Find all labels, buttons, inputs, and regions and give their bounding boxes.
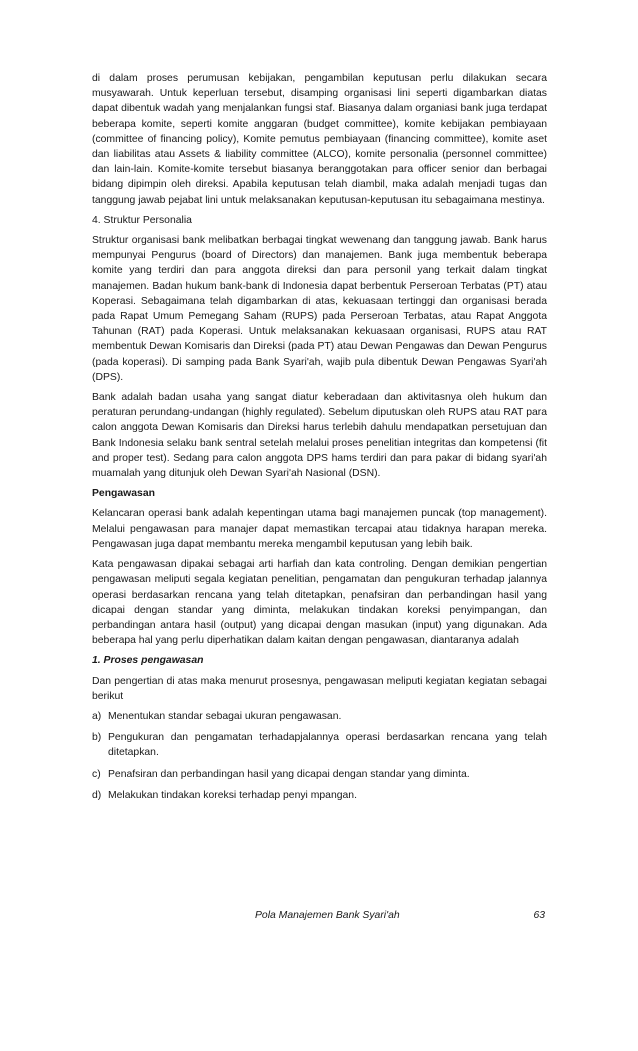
page-number: 63 xyxy=(533,910,545,921)
paragraph-regulation: Bank adalah badan usaha yang sangat diatur keberadaan dan aktivitasnya oleh hukum dan peraturan perundang-undangan (highly regulated). Sebelum diputuskan oleh RUPS atau RAT para calon anggota Dewan Komisaris dan Direksi harus terlebih dahulu mendapatkan persetujuan dan Bank Indonesia selaku bank sentral setelah melalui proses penelitian integritas dan kompetensi (fit and proper test). Sedang para calon anggota DPS hams terdiri dan para pakar di bidang syari'ah muamalah yang ditunjuk oleh Dewan Syari'ah Nasional (DSN). xyxy=(92,392,547,480)
footer-book-title: Pola Manajemen Bank Syari'ah xyxy=(255,910,400,921)
list-item xyxy=(92,788,547,803)
list-item-text: Pengukuran dan pengamatan terhadapjalannya operasi berdasarkan rencana yang telah ditetapkan. xyxy=(108,732,547,759)
paragraph-definition: Kata pengawasan dipakai sebagai arti harfiah dan kata controling. Dengan demikian pengertian pengawasan meliputi segala kegiatan penelitian, pengamatan dan pengukuran terhadap jalannya operasi berdasarkan rencana yang telah ditetapkan, penafsiran dan perbandingan hasil yang dicapai dengan standar yang diminta, melakukan tindakan koreksi penyimpangan, dan perbandingan antara hasil (output) yang dicapai dengan masukan (input) yang digunakan. Ada beberapa hal yang perlu diperhatikan dalam kaitan dengan pengawasan, diantaranya adalah xyxy=(92,559,547,647)
heading-proses-pengawasan: 1. Proses pengawasan xyxy=(92,655,204,667)
list-item xyxy=(92,767,547,782)
paragraph-structure: Struktur organisasi bank melibatkan berbagai tingkat wewenang dan tanggung jawab. Bank harus mempunyai Pengurus (board of Directors) dan manajemen. Bank juga membentuk beberapa komite yang terdiri dan para anggota direksi dan para personil yang terkait dalam tingkat manajemen. Badan hukum bank-bank di Indonesia dapat berbentuk Perseroan Terbatas (PT) atau Koperasi. Sebagaimana telah digambarkan di atas, kekuasaan tertinggi dan organisasi berada pada Rapat Umum Pemegang Saham (RUPS) pada Perseroan Terbatas, atau Rapat Anggota Tahunan (RAT) pada Koperasi. Untuk melaksanakan kekuasaan organisasi, RUPS atau RAT membentuk Dewan Komisaris dan Direksi (pada PT) atau Dewan Pengawas dan Dewan Pengurus (pada koperasi). Di samping pada Bank Syari'ah, wajib pula dibentuk Dewan Pengawas Syari'ah (DPS). xyxy=(92,235,547,383)
body-text xyxy=(92,71,547,809)
list-item xyxy=(92,709,547,724)
list-item-text: Menentukan standar sebagai ukuran pengawasan. xyxy=(108,710,342,722)
paragraph-operations: Kelancaran operasi bank adalah kepentingan utama bagi manajemen puncak (top management). Melalui pengawasan para manajer dapat memastikan tercapai atau tidaknya harapan mereka. Pengawasan juga dapat membantu mereka mengambil keputusan yang lebih baik. xyxy=(92,508,547,550)
list-marker: d) xyxy=(92,789,102,801)
list-item-text: Melakukan tindakan koreksi terhadap penyi mpangan. xyxy=(108,789,357,801)
activity-list xyxy=(92,709,547,803)
heading-struktur-personalia: 4. Struktur Personalia xyxy=(92,214,192,226)
paragraph-process: Dan pengertian di atas maka menurut prosesnya, pengawasan meliputi kegiatan kegiatan sebagai berikut xyxy=(92,675,547,702)
list-item-text: Penafsiran dan perbandingan hasil yang dicapai dengan standar yang diminta. xyxy=(108,768,470,780)
paragraph-committees: di dalam proses perumusan kebijakan, pengambilan keputusan perlu dilakukan secara musyawarah. Untuk keperluan tersebut, disamping organisasi lini seperti digambarkan diatas dapat dibentuk wadah yang menjalankan fungsi staf. Biasanya dalam organiasi bank juga terdapat beberapa komite, seperti komite anggaran (budget committee), komite kebijakan pembiayaan (committee of financing policy), Komite pemutus pembiayaan (financing committee), komite aset dan liabilitas atau Assets & liability committee (ALCO), komite personalia (personnel committee) dan lain-lain. Komite-komite tersebut biasanya beranggotakan para officer senior dan berbagai bidang dipimpin oleh direksi. Apabila keputusan telah diambil, maka adalah menjadi tugas dan tanggung jawab pejabat lini untuk melaksanakan keputusan-keputusan itu sebagaimana mestinya. xyxy=(92,73,547,206)
list-marker: a) xyxy=(92,710,102,722)
list-marker: c) xyxy=(92,768,101,780)
page-footer xyxy=(92,910,547,926)
list-item xyxy=(92,730,547,760)
list-marker: b) xyxy=(92,732,102,744)
heading-pengawasan: Pengawasan xyxy=(92,488,155,500)
